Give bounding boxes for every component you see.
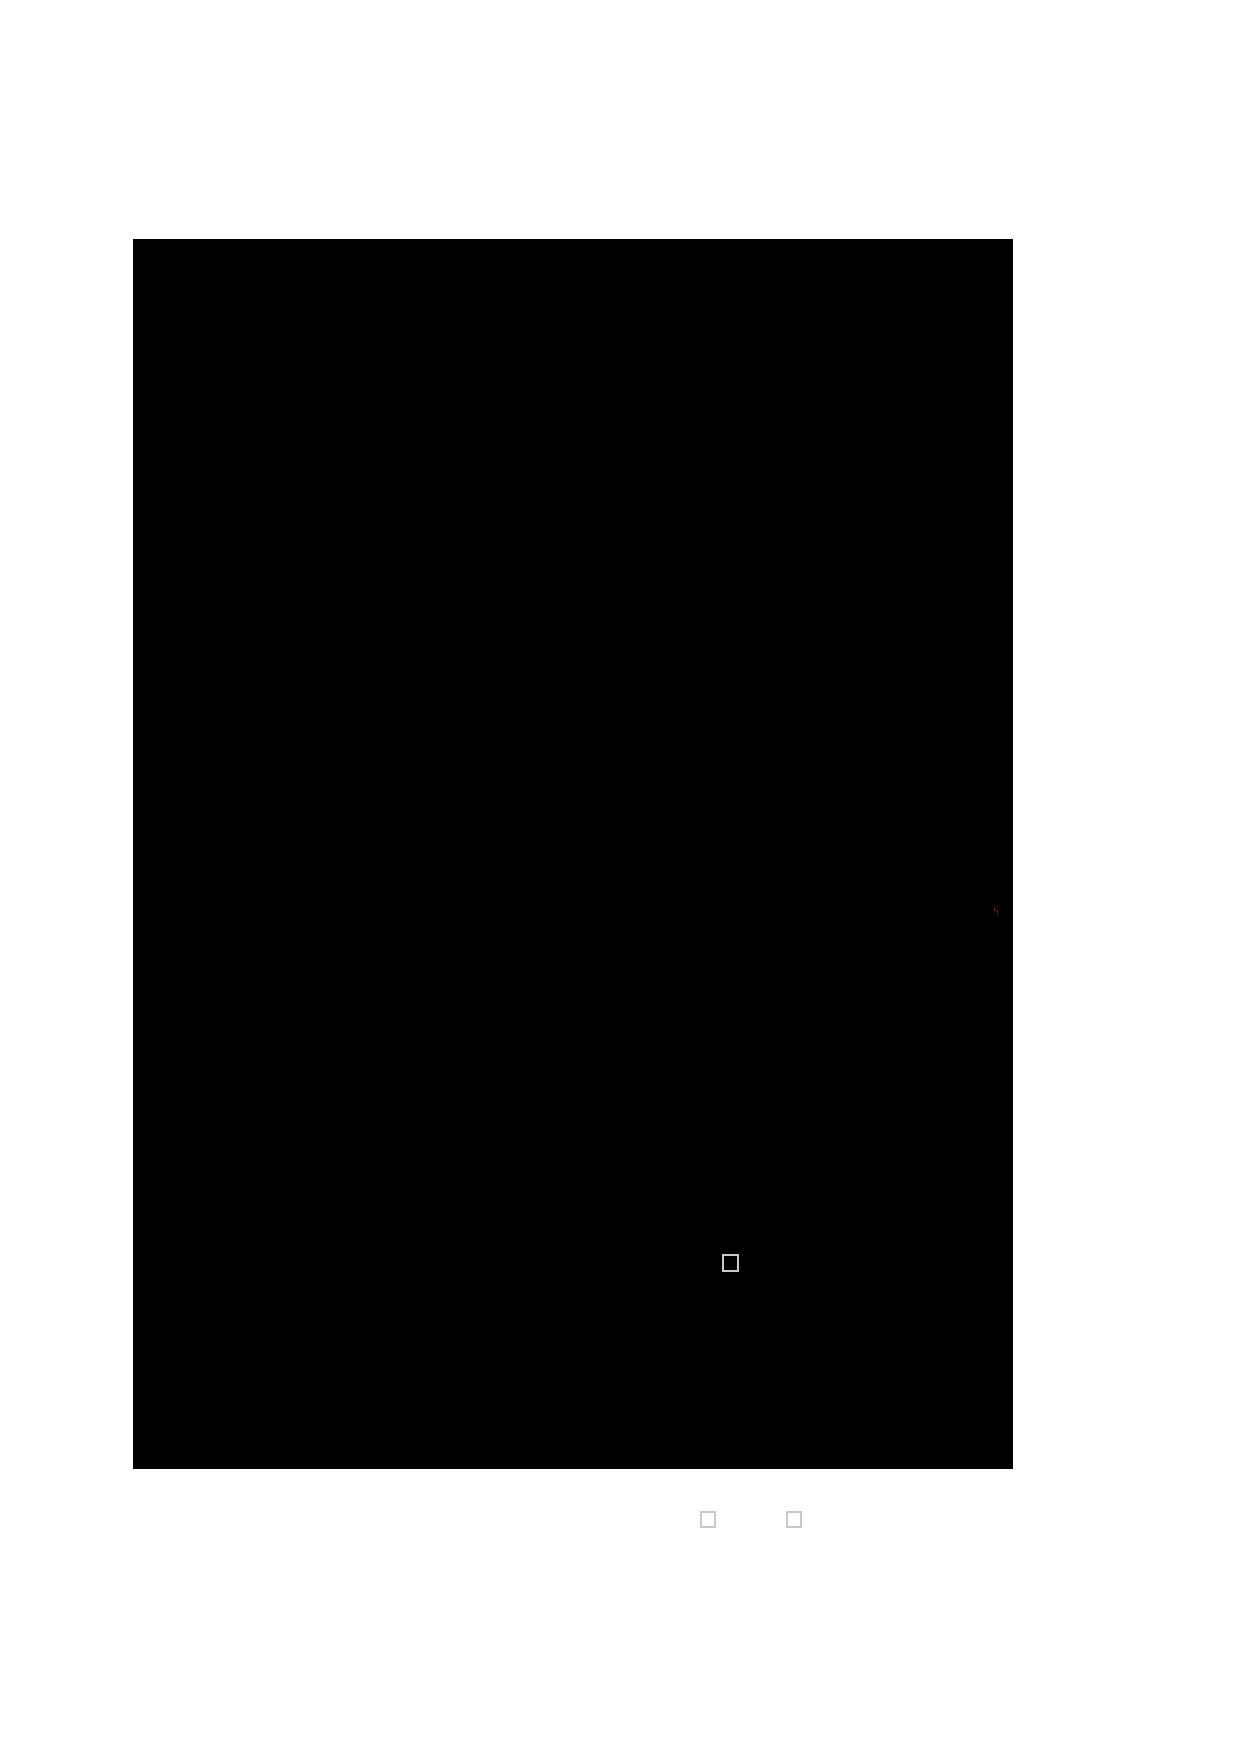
dark-content-panel[interactable] xyxy=(133,239,1013,1469)
red-annotation-mark: ϟ xyxy=(993,903,999,918)
checkbox-center[interactable] xyxy=(722,1254,739,1272)
checkbox-lower-left[interactable] xyxy=(700,1511,716,1528)
checkbox-lower-right[interactable] xyxy=(786,1511,802,1528)
